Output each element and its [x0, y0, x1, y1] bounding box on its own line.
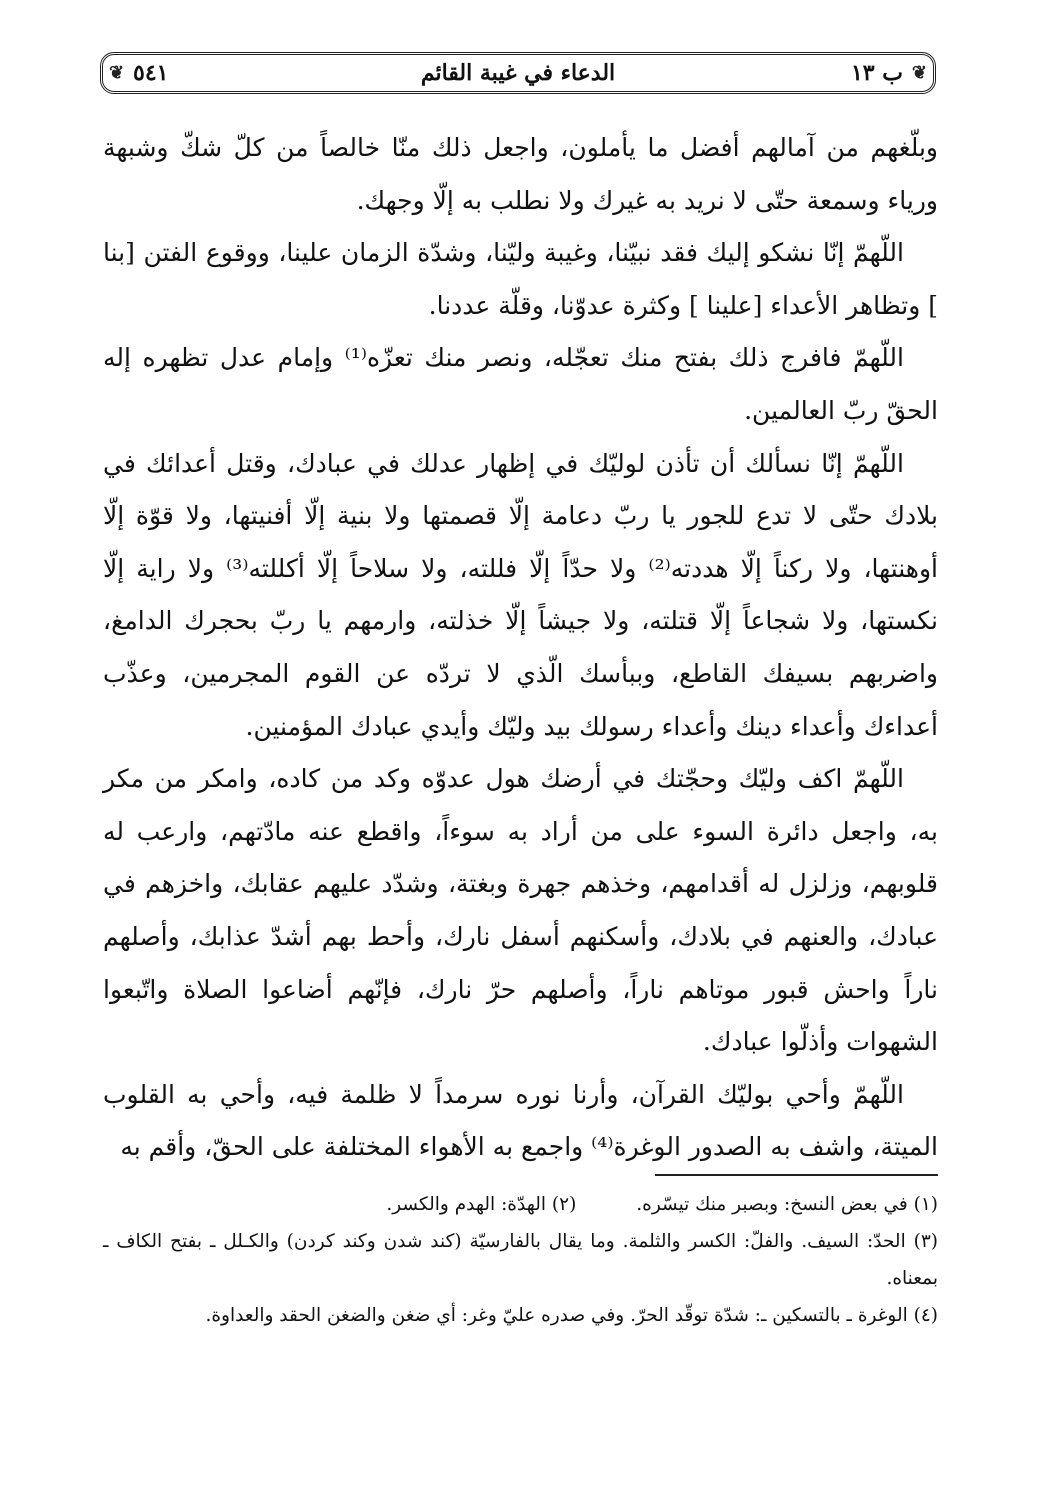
- footnote-3: (٣) الحدّ: السيف. والفلّ: الكسر والثلمة. وما يقال بالفارسيّة (كند شدن وكند كردن) والكـلل ـ بفتح الكاف ـ بمعناه.: [103, 1231, 938, 1289]
- main-text: [103, 122, 938, 1174]
- paragraph: اللّهمّ اكف وليّك وحجّتك في أرضك هول عدوّه وكد من كاده، وامكر من مكر به، واجعل دائرة السوء على من أراد به سوءاً، واقطع عنه مادّتهم، وارعب له قلوبهم، وزلزل له أقدامهم، وخذهم جهرة وبغتة، وشدّد عليهم عقابك، واخزهم في عبادك، والعنهم في بلادك، وأسكنهم أسفل نارك، وأحط بهم أشدّ عذابك، وأصلهم ناراً واحش قبور موتاهم ناراً، وأصلهم حرّ نارك، فإنّهم أضاعوا الصلاة واتّبعوا الشهوات وأذلّوا عبادك.: [103, 764, 938, 1057]
- footnote-row: [103, 1186, 938, 1223]
- paragraph: وبلّغهم من آمالهم أفضل ما يأملون، واجعل ذلك منّا خالصاً من كلّ شكّ وشبهة ورياء وسمعة حتّى لا نريد به غيرك ولا نطلب به إلّا وجهك.: [103, 133, 938, 215]
- paragraph: اللّهمّ فافرج ذلك بفتح منك تعجّله، ونصر منك تعزّه⁽¹⁾ وإمام عدل تظهره إله الحقّ ربّ العالمين.: [103, 343, 938, 425]
- running-title: الدعاء في غيبة القائم: [420, 60, 616, 86]
- footnotes: [103, 1186, 938, 1334]
- running-header: [100, 52, 936, 94]
- chapter-label: ب ١٣: [850, 60, 903, 86]
- ornament-right-icon: ❦: [911, 62, 927, 84]
- paragraph: اللّهمّ إنّا نشكو إليك فقد نبيّنا، وغيبة وليّنا، وشدّة الزمان علينا، ووقوع الفتن [بنا ] وتظاهر الأعداء [علينا ] وكثرة عدوّنا، وقلّة عددنا.: [103, 238, 938, 320]
- footnote-divider: [655, 1174, 938, 1176]
- paragraph: اللّهمّ وأحي بوليّك القرآن، وأرنا نوره سرمداً لا ظلمة فيه، وأحي به القلوب الميتة، واشف به الصدور الوغرة⁽⁴⁾ واجمع به الأهواء المختلفة على الحقّ، وأقم به: [103, 1079, 938, 1162]
- footnote-2: (٢) الهدّة: الهدم والكسر.: [386, 1194, 577, 1215]
- footnote-4: (٤) الوغرة ـ بالتسكين ـ: شدّة توقّد الحرّ. وفي صدره عليّ وغر: أي ضغن والضغن الحقد والعداوة.: [205, 1305, 938, 1326]
- page-number: ٥٤١: [133, 60, 169, 86]
- ornament-left-icon: ❦: [109, 62, 125, 84]
- footnote-1: (١) في بعض النسخ: وبصبر منك تيسّره.: [636, 1194, 938, 1215]
- paragraph: اللّهمّ إنّا نسألك أن تأذن لوليّك في إظهار عدلك في عبادك، وقتل أعدائك في بلادك حتّى لا تدع للجور يا ربّ دعامة إلّا قصمتها ولا بنية إلّا أفنيتها، ولا قوّة إلّا أوهنتها، ولا ركناً إلّا هددته⁽²⁾ ولا حدّاً إلّا فللته، ولا سلاحاً إلّا أكللته⁽³⁾ ولا راية إلّا نكستها، ولا شجاعاً إلّا قتلته، ولا جيشاً إلّا خذلته، وارمهم يا ربّ بحجرك الدامغ، واضربهم بسيفك القاطع، وببأسك الّذي لا تردّه عن القوم المجرمين، وعذّب أعداءك وأعداء دينك وأعداء رسولك بيد وليّك وأيدي عبادك المؤمنين.: [103, 448, 938, 741]
